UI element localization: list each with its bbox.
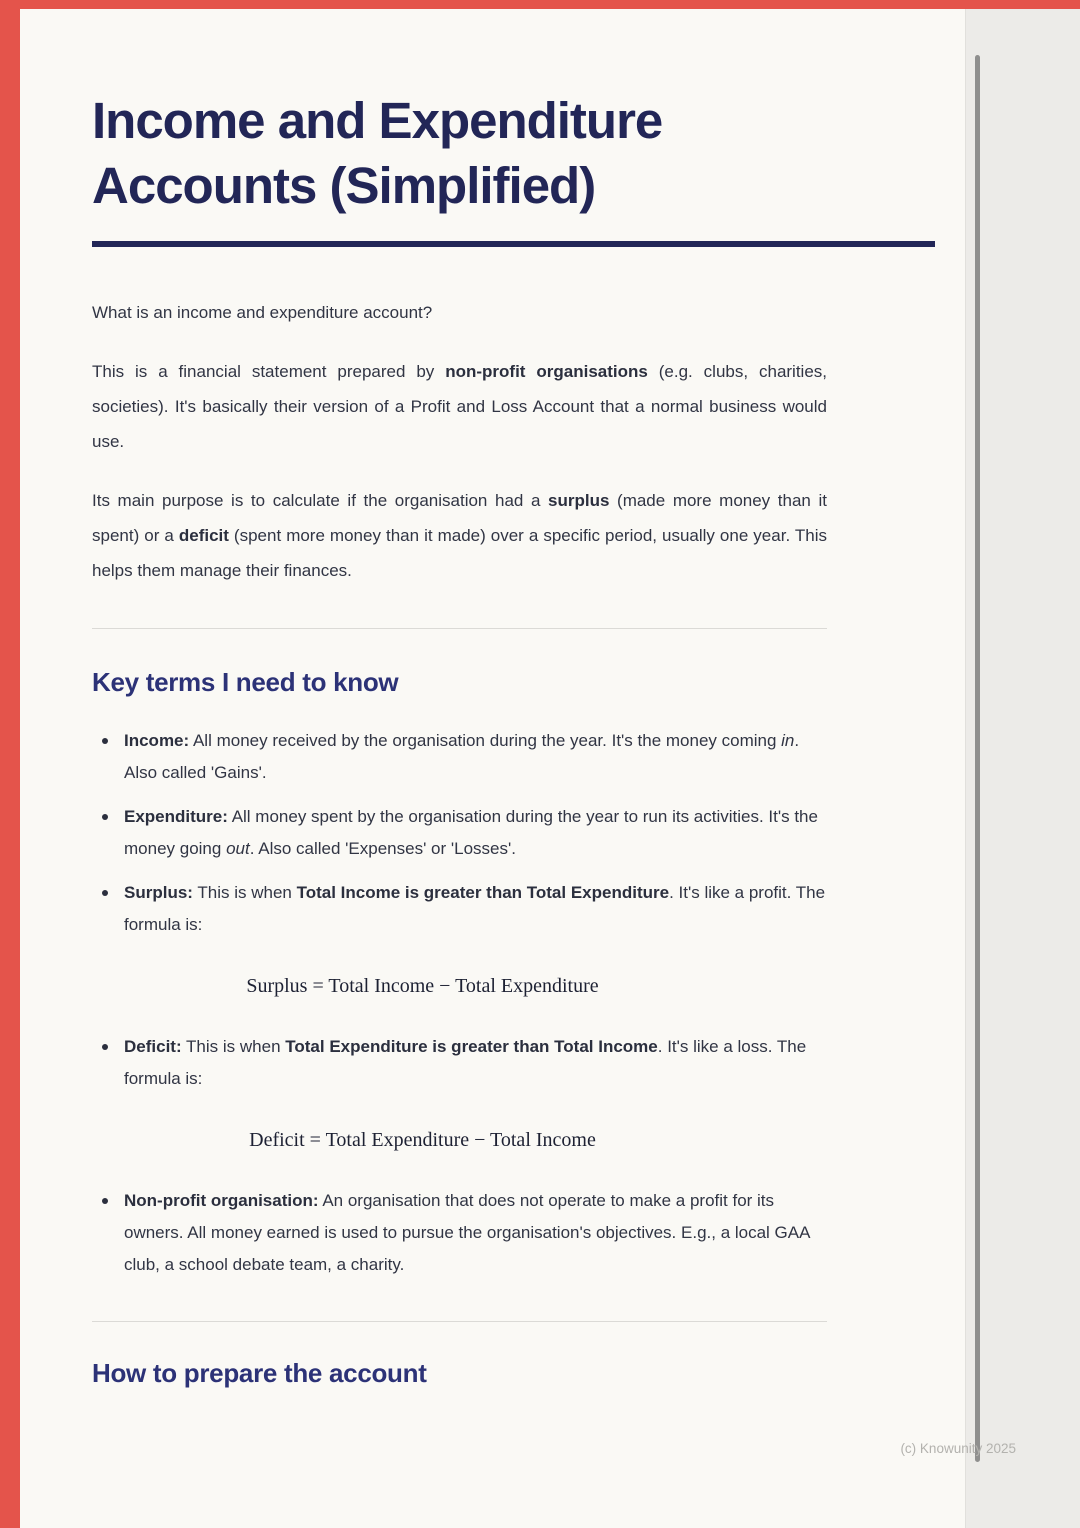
document-content — [92, 0, 935, 1390]
page-title — [92, 88, 935, 219]
list-item — [92, 801, 827, 865]
key-terms-heading: Key terms I need to know — [92, 666, 399, 697]
section-divider — [92, 628, 827, 629]
title-line-2: Accounts (Simplified) — [92, 157, 596, 215]
copyright-watermark: (c) Knowunity 2025 — [900, 1441, 1016, 1456]
title-underline-rule — [92, 241, 935, 247]
term-text-surplus: Surplus: This is when Total Income is greater than Total Expenditure. It's like a profit. The formula is: — [124, 882, 826, 934]
list-item — [92, 1185, 827, 1281]
intro-paragraph-2: Its main purpose is to calculate if the organisation had a surplus (made more money than it spent) or a deficit (spent more money than it made) over a specific period, usually one year. This helps them manage their finances. — [92, 490, 827, 580]
intro-paragraph-1: This is a financial statement prepared by non-profit organisations (e.g. clubs, charities, societies). It's basically their version of a Profit and Loss Account that a normal business would use. — [92, 361, 828, 451]
how-to-heading: How to prepare the account — [92, 1357, 427, 1388]
title-line-1: Income and Expenditure — [92, 92, 663, 149]
term-text-expenditure: Expenditure: All money spent by the organisation during the year to run its activities. It's the money going out. Also called 'Expenses' or 'Losses'. — [124, 806, 818, 858]
red-left-border — [0, 0, 20, 1528]
section-divider — [92, 1321, 827, 1322]
key-terms-list — [92, 725, 827, 1281]
page-gutter — [965, 0, 1080, 1528]
surplus-formula: Surplus = Total Income − Total Expenditure — [246, 974, 599, 997]
list-item — [92, 725, 827, 789]
intro-question: What is an income and expenditure account? — [92, 302, 433, 322]
scrollbar-thumb[interactable] — [975, 55, 980, 1462]
term-text-deficit: Deficit: This is when Total Expenditure is greater than Total Income. It's like a loss. The formula is: — [124, 1036, 807, 1088]
red-top-border — [0, 0, 1080, 9]
list-item — [92, 1031, 827, 1153]
list-item — [92, 877, 827, 999]
term-text-non-profit: Non-profit organisation: An organisation that does not operate to make a profit for its owners. All money earned is used to pursue the organisation's objectives. E.g., a local GAA club, a school debate team, a charity. — [124, 1190, 810, 1274]
term-text-income: Income: All money received by the organisation during the year. It's the money coming in. Also called 'Gains'. — [124, 730, 800, 782]
deficit-formula: Deficit = Total Expenditure − Total Income — [249, 1128, 596, 1151]
